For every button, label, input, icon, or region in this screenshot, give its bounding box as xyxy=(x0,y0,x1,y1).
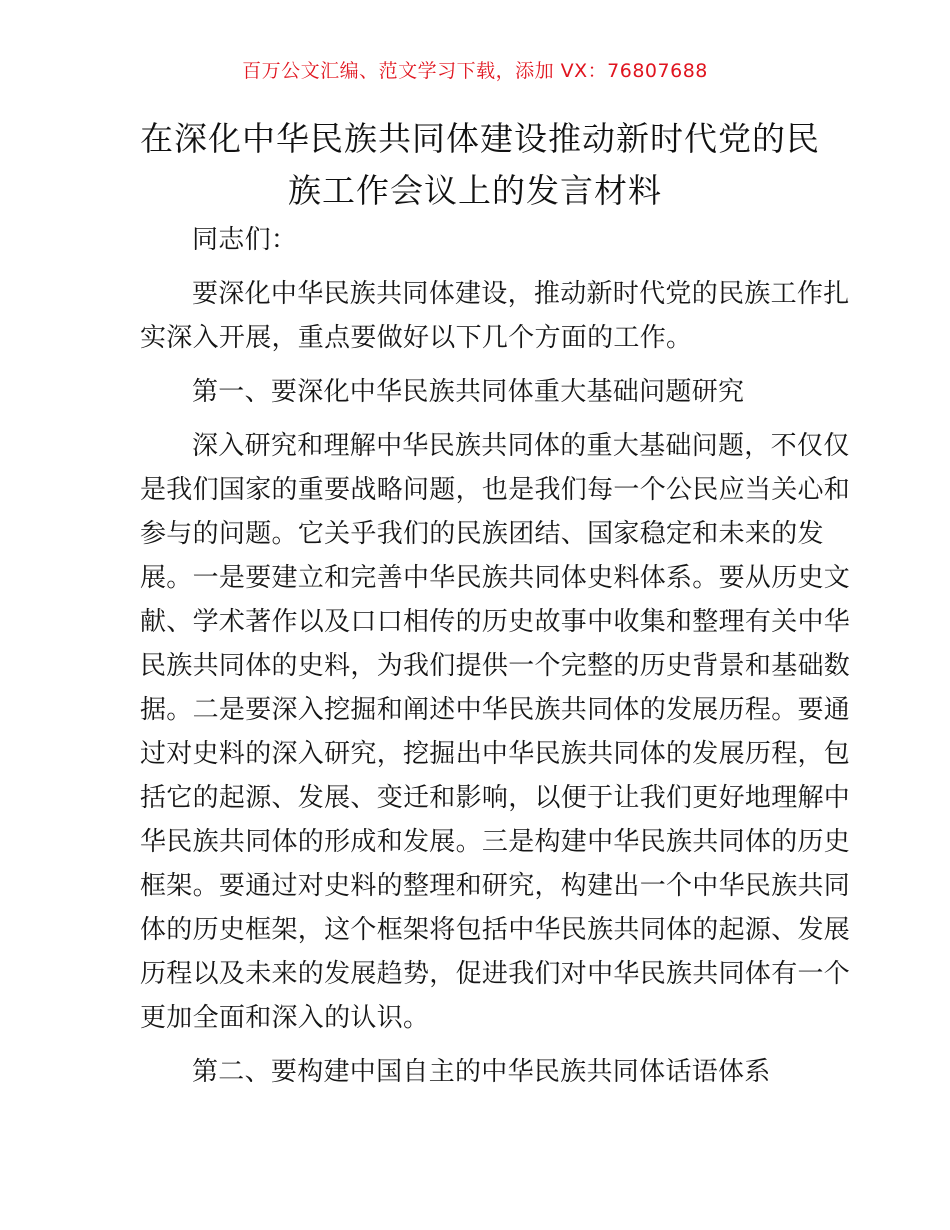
watermark-banner: 百万公文汇编、范文学习下载，添加 VX：76807688 xyxy=(242,60,708,82)
title-line: 族工作会议上的发言材料 xyxy=(288,171,662,210)
paragraph-line: 实深入开展，重点要做好以下几个方面的工作。 xyxy=(140,323,693,353)
section-heading: 第一、要深化中华民族共同体重大基础问题研究 xyxy=(192,377,745,407)
body-paragraph-1 xyxy=(140,424,851,1040)
paragraph-line: 参与的问题。它关乎我们的民族团结、国家稳定和未来的发 xyxy=(140,519,824,549)
paragraph-line: 深入研究和理解中华民族共同体的重大基础问题，不仅仅 xyxy=(192,431,850,461)
paragraph-line: 是我们国家的重要战略问题，也是我们每一个公民应当关心和 xyxy=(140,475,851,505)
paragraph-line: 框架。要通过对史料的整理和研究，构建出一个中华民族共同 xyxy=(140,871,851,901)
section-heading: 第二、要构建中国自主的中华民族共同体话语体系 xyxy=(192,1057,771,1087)
paragraph-line: 更加全面和深入的认识。 xyxy=(140,1003,430,1033)
paragraph-line: 历程以及未来的发展趋势，促进我们对中华民族共同体有一个 xyxy=(140,959,851,989)
paragraph-line: 据。二是要深入挖掘和阐述中华民族共同体的发展历程。要通 xyxy=(140,695,851,725)
paragraph-line: 献、学术著作以及口口相传的历史故事中收集和整理有关中华 xyxy=(140,607,851,637)
salutation: 同志们： xyxy=(192,225,298,255)
paragraph-line: 华民族共同体的形成和发展。三是构建中华民族共同体的历史 xyxy=(140,827,851,857)
paragraph-line: 民族共同体的史料，为我们提供一个完整的历史背景和基础数 xyxy=(140,651,851,681)
paragraph-line: 要深化中华民族共同体建设，推动新时代党的民族工作扎 xyxy=(192,279,850,309)
paragraph-line: 体的历史框架，这个框架将包括中华民族共同体的起源、发展 xyxy=(140,915,851,945)
paragraph-line: 过对史料的深入研究，挖掘出中华民族共同体的发展历程，包 xyxy=(140,739,851,769)
section-heading-1 xyxy=(140,370,812,414)
document-body xyxy=(140,218,851,1094)
paragraph-line: 括它的起源、发展、变迁和影响，以便于让我们更好地理解中 xyxy=(140,783,851,813)
paragraph-line: 展。一是要建立和完善中华民族共同体史料体系。要从历史文 xyxy=(140,563,851,593)
salutation-paragraph xyxy=(140,218,812,262)
intro-paragraph xyxy=(140,272,850,360)
document-title xyxy=(140,113,820,217)
section-heading-2 xyxy=(140,1050,812,1094)
title-line: 在深化中华民族共同体建设推动新时代党的民 xyxy=(140,119,820,158)
